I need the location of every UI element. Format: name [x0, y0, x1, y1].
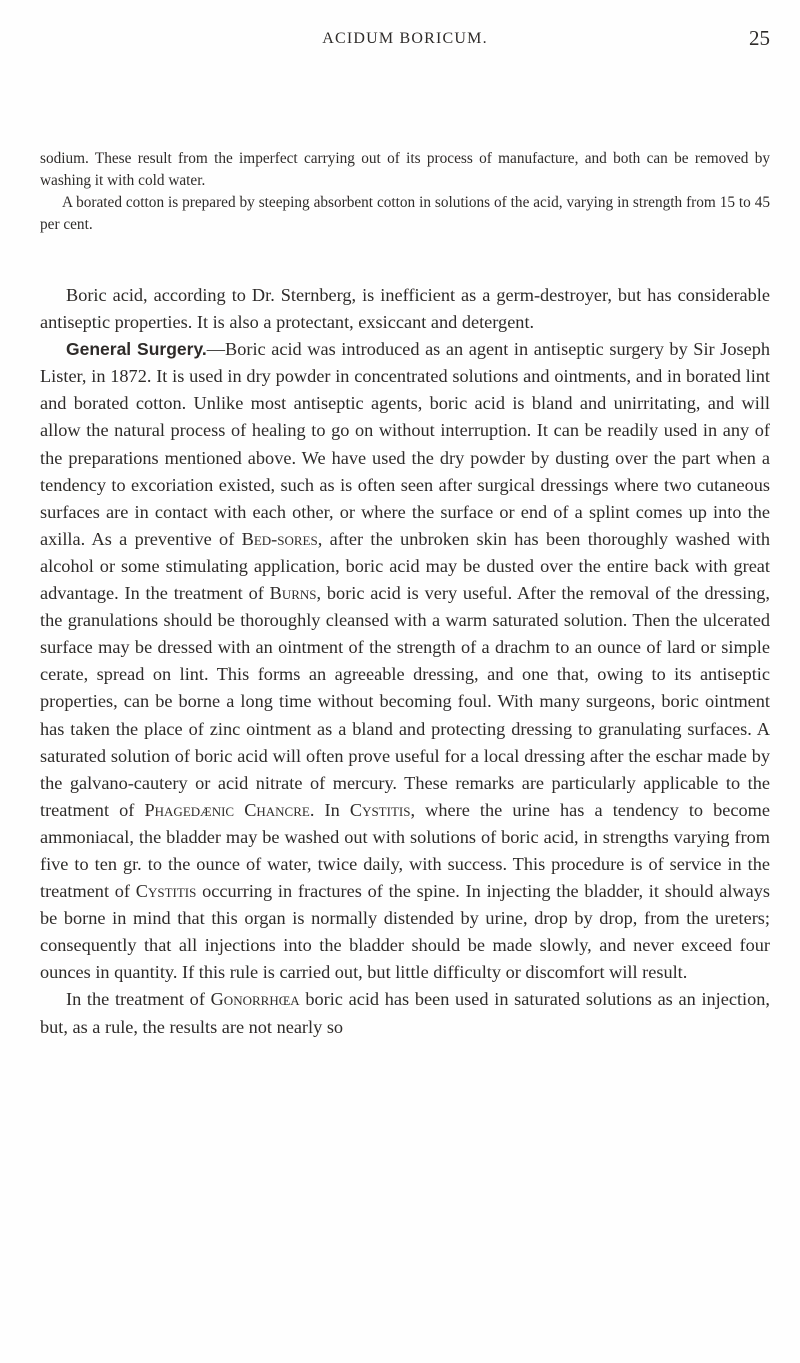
page-number: 25	[749, 26, 770, 50]
paragraph-general-surgery	[40, 336, 770, 986]
term-bed-sores: Bed-sores	[241, 528, 318, 549]
text-run: occurring in fractures of the spine. In injecting the bladder, it should always be borne in mind that this organ is normally distended by urine, drop by drop, from the ureters; consequently that all injections into the bladder should be made slowly, and never exceed four ounces in quantity. If this rule is carried out, but little difficulty or discomfort will result.	[40, 881, 771, 983]
main-text	[40, 282, 770, 1041]
small-print-section	[40, 148, 770, 236]
text-run: . In	[309, 799, 350, 820]
term-gonorrhoea: Gonorrhœa	[210, 989, 300, 1010]
small-paragraph-1: sodium. These result from the imperfect carrying out of its process of manufacture, and both can be removed by washing it with cold water.	[40, 150, 770, 189]
paragraph-boric-acid: Boric acid, according to Dr. Sternberg, is inefficient as a germ-destroyer, but has considerable antiseptic properties. It is also a protectant, exsiccant and detergent.	[40, 285, 770, 333]
term-burns: Burns	[269, 583, 317, 604]
running-head	[40, 22, 770, 56]
text-run: , boric acid is very useful. After the removal of the dressing, the granulations should be thoroughly cleansed with a warm saturated solution. Then the ulcerated surface may be dressed with an ointment of the strength of a drachm to an ounce of lard or simple cerate, spread on lint. This forms an agreeable dressing, and one that, owing to its antiseptic properties, can be borne a long time without becoming foul. With many surgeons, boric ointment has taken the place of zinc ointment as a bland and protecting dressing to granulating surfaces. A saturated solution of boric acid will often prove useful for a local dressing after the eschar made by the galvano-cautery or acid nitrate of mercury. These remarks are particularly applicable to the treatment of	[40, 583, 770, 820]
text-run: , where the urine has a tendency to become ammoniacal, the bladder may be washed out with solutions of boric acid, in strengths varying from five to ten gr. to the ounce of water, twice daily, with success. This procedure is of service in the treatment of	[40, 799, 770, 902]
running-title: ACIDUM BORICUM.	[322, 30, 488, 47]
small-paragraph-2: A borated cotton is prepared by steeping absorbent cotton in solutions of the acid, varying in strength from 15 to 45 per cent.	[40, 194, 770, 233]
term-cystitis: Cystitis	[349, 799, 411, 820]
term-phagedaenic-chancre: Phagedænic Chancre	[144, 799, 310, 820]
text-run: —Boric acid was introduced as an agent in antiseptic surgery by Sir Joseph Lister, in 1872. It is used in dry powder in concentrated solutions and ointments, and in borated lint and borated cotton. Unlike most antiseptic agents, boric acid is bland and unirritating, and will allow the natural process of healing to go on without interruption. It can be readily used in any of the preparations mentioned above. We have used the dry powder by dusting over the part when a tendency to excoriation existed, such as is often seen after surgical dressings where two cutaneous surfaces are in contact with each other, or where the surface or end of a splint comes up into the axilla. As a preventive of	[40, 339, 770, 549]
term-cystitis-2: Cystitis	[135, 881, 197, 902]
paragraph-gonorrhoea	[40, 986, 770, 1040]
text-run: , after the unbroken skin has been thoroughly washed with alcohol or some stimulating application, boric acid may be dusted over the entire back with great advantage. In the treatment of	[40, 528, 770, 604]
section-heading-general-surgery: General Surgery.	[66, 339, 207, 360]
text-run: In the treatment of	[66, 989, 211, 1010]
text-run: boric acid has been used in saturated solutions as an injection, but, as a rule, the results are not nearly so	[40, 989, 770, 1037]
